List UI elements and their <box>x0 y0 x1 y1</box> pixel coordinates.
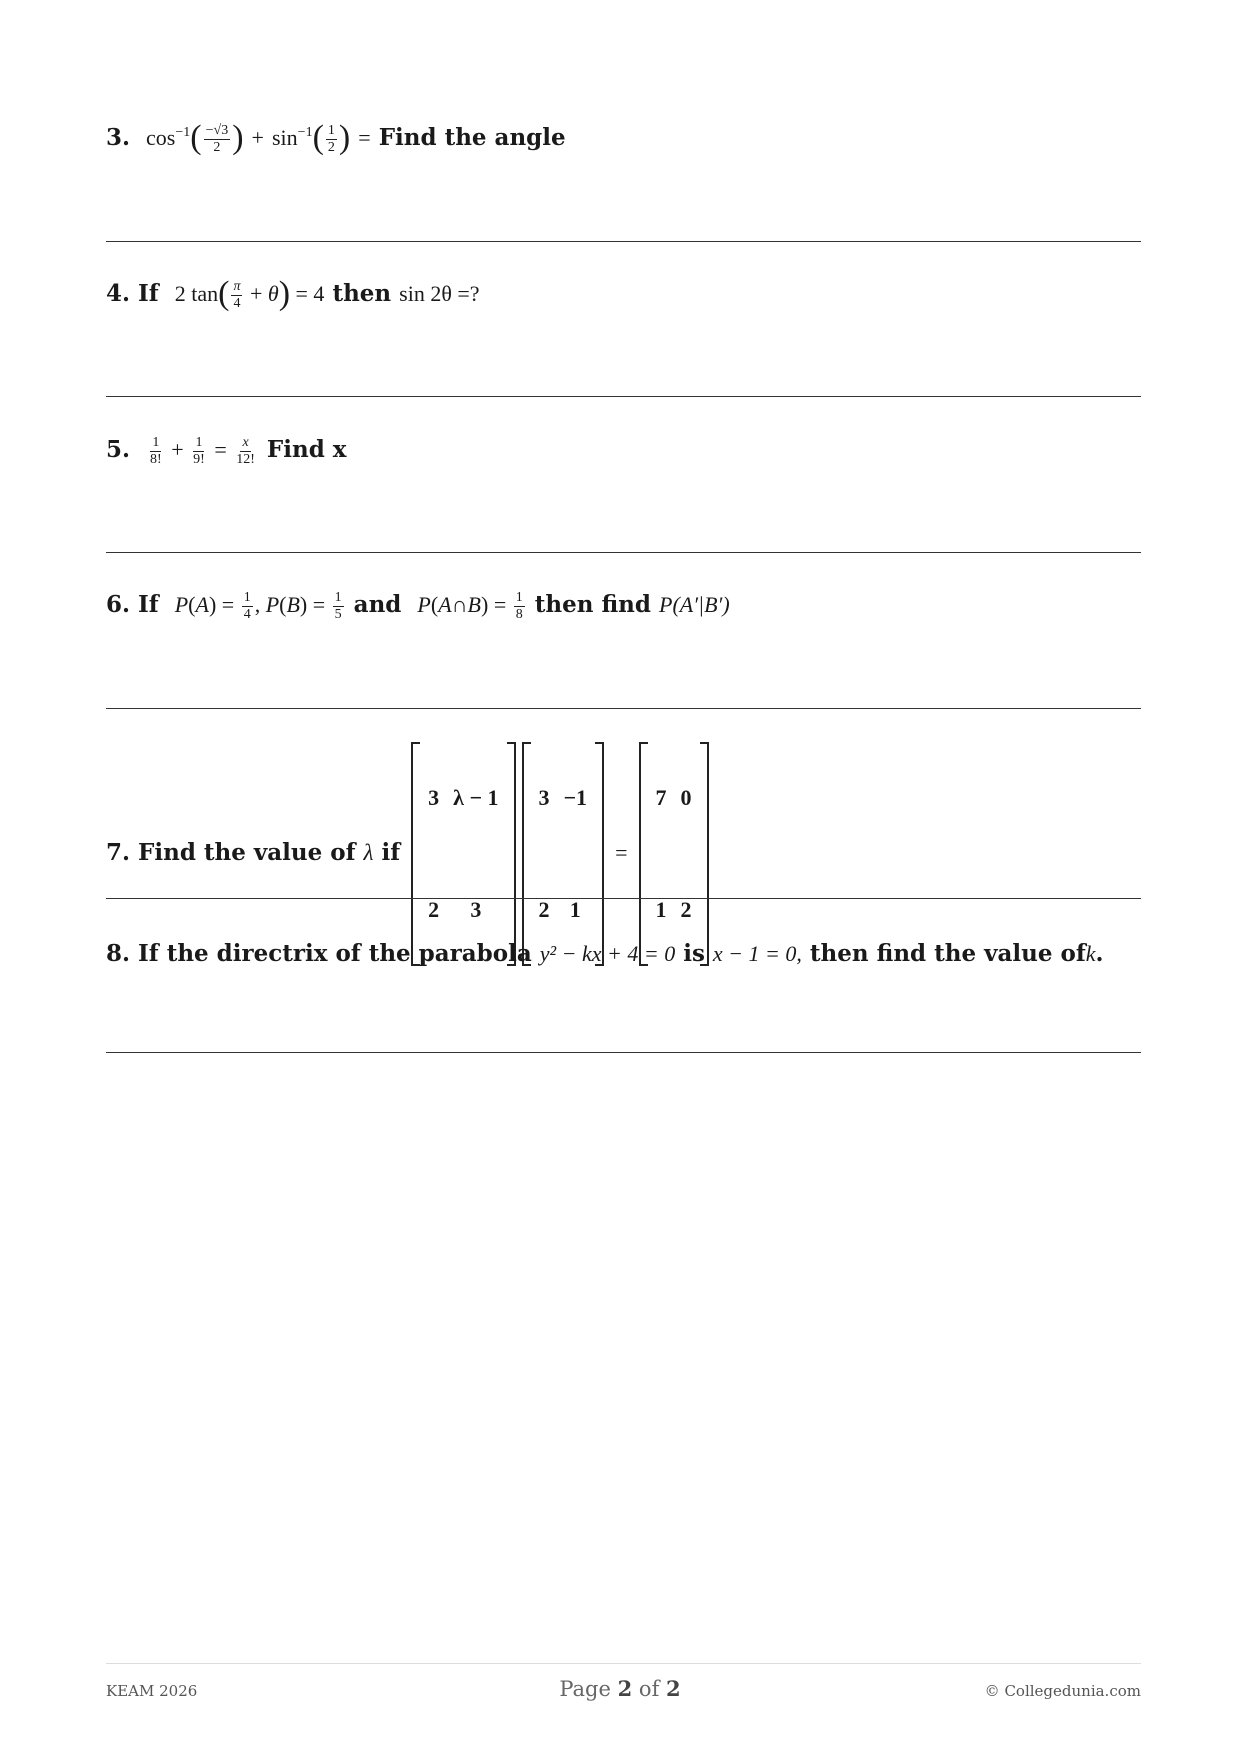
matrix-cell: λ − 1 <box>453 785 499 810</box>
answer-rule <box>106 708 1141 709</box>
matrix-cell: 2 <box>680 897 692 922</box>
question-is: is <box>683 940 705 967</box>
matrix-cell: 2 <box>428 897 440 922</box>
footer-exam-name: KEAM 2026 <box>106 1682 198 1700</box>
question-4 <box>106 274 1141 315</box>
question-connector: and <box>353 591 402 618</box>
footer-divider <box>106 1663 1141 1664</box>
question-number: 7. <box>106 839 131 866</box>
matrix-cell: 3 <box>538 785 550 810</box>
matrix-a <box>411 742 515 966</box>
inverse-cos-term: $\cos^{-1}$( $\frac{-√3}{2}$ ) <box>146 118 244 156</box>
question-connector: then <box>332 280 392 307</box>
page-total: 2 <box>666 1676 681 1701</box>
answer-rule <box>106 898 1141 899</box>
tan-equation: 2 tan( $\frac{\pi}{4}$ + θ) = 4 <box>174 274 325 312</box>
page-current: 2 <box>617 1676 633 1701</box>
answer-rule <box>106 552 1141 553</box>
intersection-probability: P(A∩B) = $\frac{1}{8}$ <box>417 590 523 623</box>
question-8 <box>106 940 1141 968</box>
k-variable: k <box>1085 941 1096 966</box>
page-word: Page <box>559 1677 611 1701</box>
matrix-cell: 7 <box>655 785 667 810</box>
question-3 <box>106 118 1141 159</box>
question-7 <box>106 742 1141 966</box>
matrix-cell: −1 <box>563 785 588 810</box>
question-8-text: If the directrix of the parabola <box>138 940 532 967</box>
question-lead: If <box>138 591 159 618</box>
matrix-b <box>522 742 605 966</box>
question-7-text: Find the value of <box>138 839 356 866</box>
matrix-cell: 1 <box>569 897 581 922</box>
question-6-tail: P(A′|B′) <box>659 592 730 617</box>
question-lead: If <box>138 280 159 307</box>
matrix-cell: 3 <box>428 785 440 810</box>
question-number: 5. <box>106 436 131 463</box>
question-8-tail: then find the value of <box>809 940 1086 967</box>
question-4-tail: sin 2θ =? <box>399 281 480 306</box>
question-3-text: Find the angle <box>378 124 566 151</box>
question-number: 4. <box>106 280 131 307</box>
equals-sign: = <box>615 840 628 865</box>
question-6 <box>106 591 1141 626</box>
matrix-cell: 0 <box>680 785 692 810</box>
probability-values: P(A) = $\frac{1}{4}$ , P(B) = $\frac{1}{5}$ <box>174 590 342 623</box>
parabola-equation: y² − kx + 4 = 0 <box>539 941 676 966</box>
question-number: 3. <box>106 124 131 151</box>
question-condition: if <box>381 839 401 866</box>
answer-rule <box>106 396 1141 397</box>
footer-source: © Collegedunia.com <box>984 1682 1141 1700</box>
question-5 <box>106 436 1141 471</box>
matrix-cell: 3 <box>470 897 482 922</box>
factorial-equation: $\frac{1}{8!}$ + $\frac{1}{9!}$ = $\frac{x}{12!}$ <box>150 435 255 468</box>
answer-rule <box>106 241 1141 242</box>
question-5-text: Find x <box>266 436 347 463</box>
question-number: 6. <box>106 591 131 618</box>
matrix-cell: 1 <box>655 897 667 922</box>
plus-sign: + <box>251 125 264 150</box>
lambda-variable: λ <box>363 840 374 865</box>
page-of: of <box>638 1677 660 1701</box>
question-number: 8. <box>106 940 131 967</box>
period: . <box>1095 940 1104 967</box>
matrix-c <box>639 742 709 966</box>
directrix-equation: x − 1 = 0, <box>712 941 802 966</box>
equals-sign: = <box>358 125 371 150</box>
inverse-sin-term: $\sin^{-1}$( $\frac{1}{2}$ ) <box>271 118 351 156</box>
matrix-cell: 2 <box>538 897 550 922</box>
answer-rule <box>106 1052 1141 1053</box>
question-connector-2: then find <box>534 591 651 618</box>
